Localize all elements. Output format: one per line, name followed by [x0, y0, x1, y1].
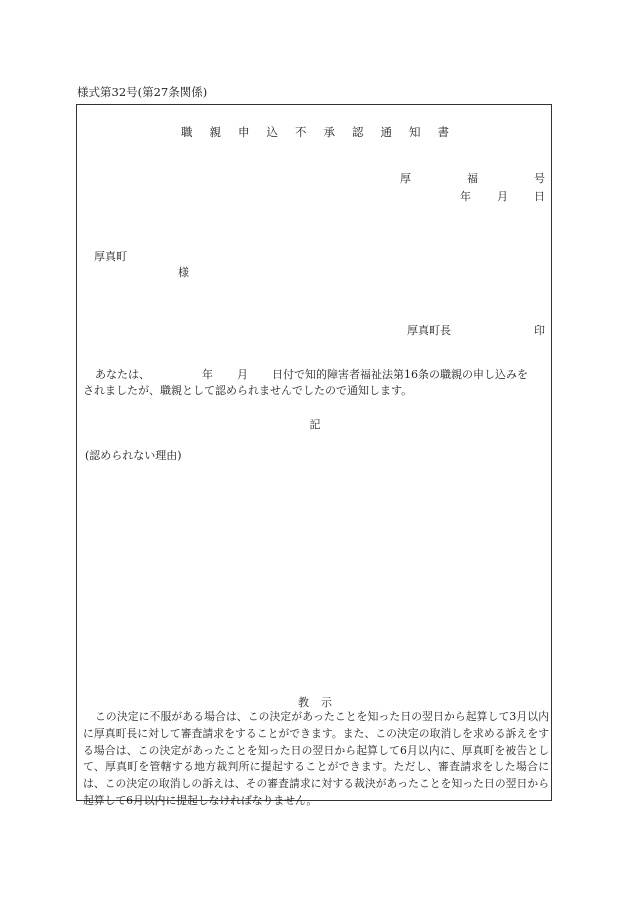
document-date — [460, 188, 545, 204]
body-year: 年 — [202, 368, 213, 381]
issuer-name: 厚真町長 — [407, 324, 451, 337]
doc-number-fuku: 福 — [467, 172, 478, 185]
addressee-honorific: 様 — [178, 266, 189, 279]
document-title: 職親申込不承認通知書 — [181, 125, 466, 139]
instruction-title: 教示 — [298, 696, 344, 709]
date-month: 月 — [497, 190, 508, 203]
date-day: 日 — [534, 190, 545, 203]
doc-number-prefix: 厚 — [400, 172, 411, 185]
body-prefix: あなたは、 — [95, 368, 150, 381]
ki-heading: 記 — [309, 418, 321, 431]
form-number: 様式第32号(第27条関係) — [77, 85, 208, 99]
doc-number-go: 号 — [534, 172, 545, 185]
instruction-text: この決定に不服がある場合は、この決定があったことを知った日の翌日から起算して3月以内に厚真町長に対して審査請求をすることができます。また、この決定の取消しを求める訴えをする場合は、この決定があったことを知った日の翌日から起算して6月以内に、厚真町を被告として、厚真町を管轄する地方裁判所に提起することができます。ただし、審査請求をした場合には、この決定の取消しの訴えは、その審査請求に対する裁決があったことを知った日の翌日から起算して6月以内に提起しなければなりません。 — [83, 710, 549, 807]
document-number — [400, 170, 545, 186]
notice-line-2: されましたが、職親として認められませんでしたので通知します。 — [83, 384, 413, 397]
body-month: 月 — [237, 368, 248, 381]
reason-label: (認められない理由) — [85, 449, 182, 462]
notice-body — [83, 367, 549, 399]
body-suffix: 日付で知的障害者福祉法第16条の職親の申し込みを — [272, 368, 528, 381]
notice-line-1 — [83, 367, 549, 383]
document-frame — [76, 104, 552, 807]
addressee-town: 厚真町 — [94, 250, 127, 263]
instruction-body — [83, 709, 549, 810]
issuer-seal: 印 — [534, 324, 545, 337]
date-year: 年 — [460, 190, 471, 203]
